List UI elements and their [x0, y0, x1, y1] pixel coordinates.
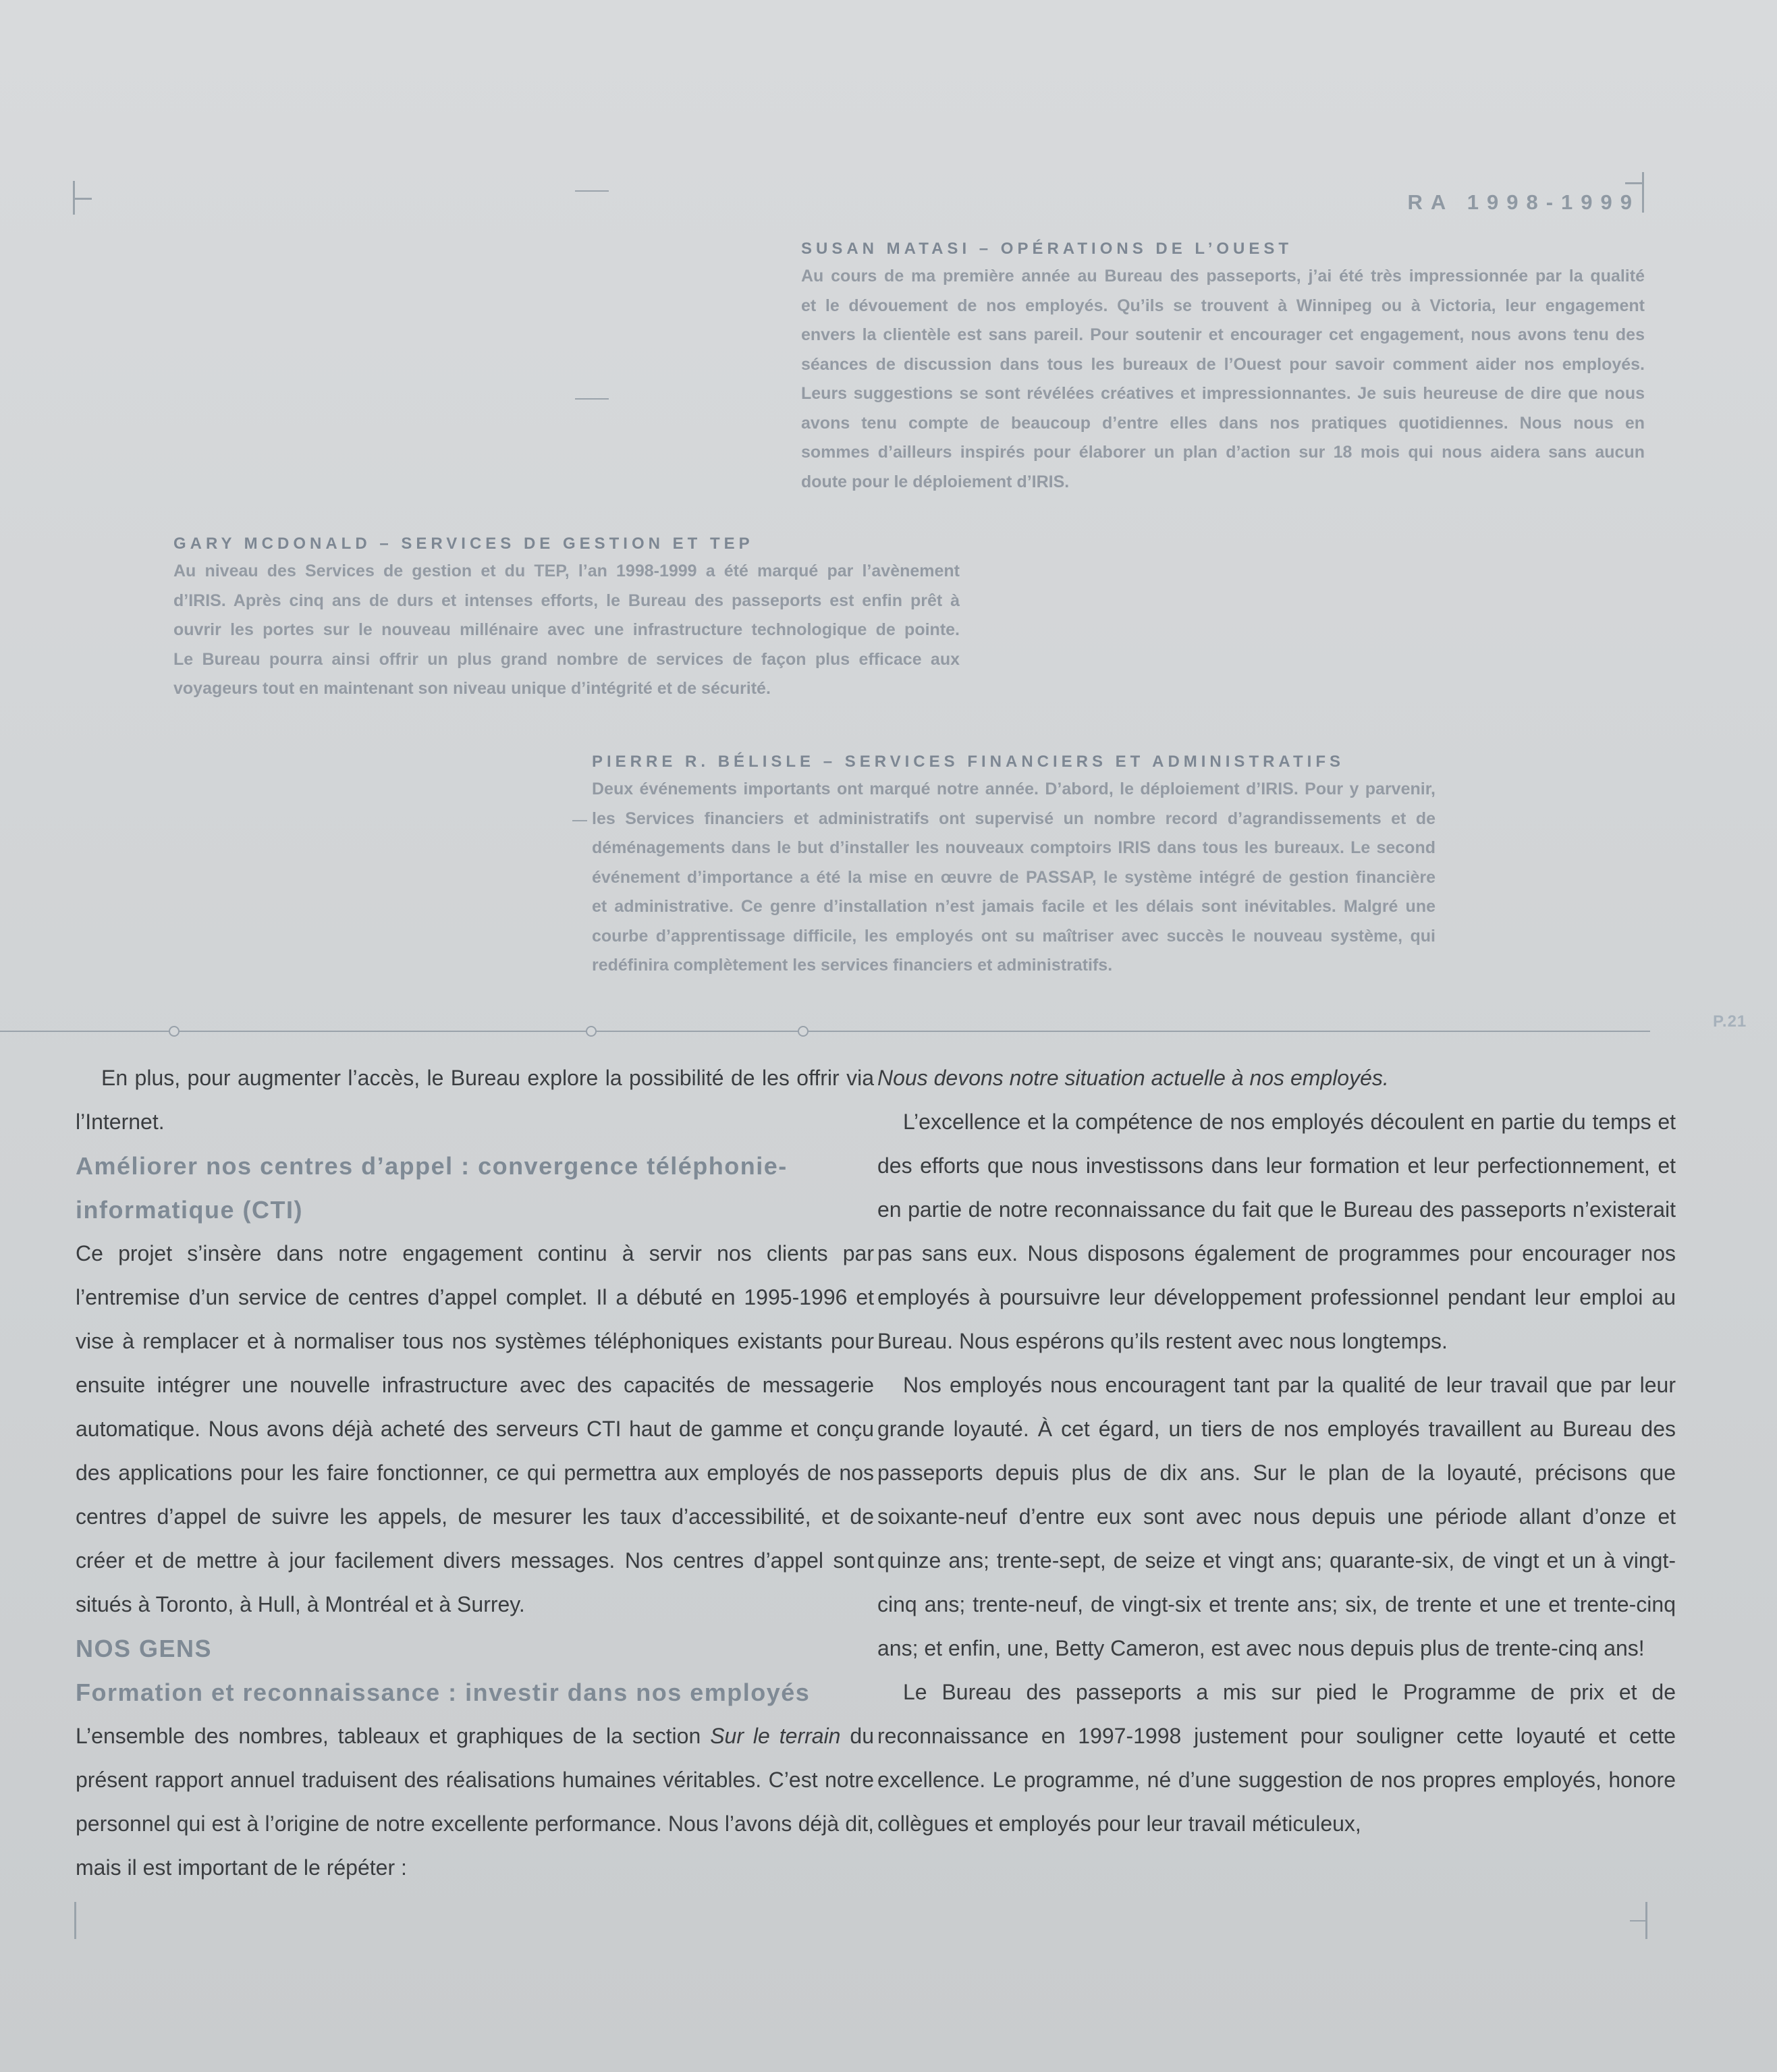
testimonial-line: avons tenu compte de beaucoup d’entre elles dans nos pratiques quotidiennes. Nous nous en	[801, 413, 1645, 433]
testimonial-line: doute pour le déploiement d’IRIS.	[801, 472, 1070, 491]
right-column	[877, 1056, 1676, 1846]
divider-node	[798, 1026, 809, 1037]
testimonial-line: courbe d’apprentissage difficile, les employés ont su maîtriser avec succès le nouveau système, qui	[592, 926, 1436, 946]
testimonial-line: et le dévouement de nos employés. Qu’ils se trouvent à Winnipeg ou à Victoria, leur engagement	[801, 296, 1645, 315]
emphasis-statement: Nous devons notre situation actuelle à nos employés.	[877, 1066, 1389, 1090]
paragraph: L’excellence et la compétence de nos employés découlent en partie du temps et des efforts que nous investissons dans leur formation et leur perfectionnement, et en partie de notre reconnaissance du fait que le Bureau des passeports n’existerait pas sans eux. Nous disposons également de programmes pour encourager nos employés à poursuivre leur développement professionnel pendant leur emploi au Bureau. Nous espérons qu’ils restent avec nous longtemps.	[877, 1110, 1676, 1353]
crop-mark	[73, 198, 92, 200]
testimonial-line: Au niveau des Services de gestion et du TEP, l’an 1998-1999 a été marqué par l’avènement	[173, 562, 960, 580]
testimonial-line: ouvrir les portes sur le nouveau millénaire avec une infrastructure technologique de pointe.	[173, 620, 960, 639]
paragraph-text: du présent rapport annuel traduisent des réalisations humaines véritables. C’est notre personnel qui est à l’origine de notre excellente performance. Nous l’avons déjà dit, mais il est important de le répéter :	[76, 1724, 875, 1880]
testimonial-heading: GARY MCDONALD – SERVICES DE GESTION ET TEP	[173, 535, 754, 553]
left-column	[76, 1056, 874, 1890]
testimonial-line: d’IRIS. Après cinq ans de durs et intenses efforts, le Bureau des passeports est enfin prêt à	[173, 591, 960, 610]
testimonial-line: séances de discussion dans tous les bureaux de l’Ouest pour savoir comment aider nos employés.	[801, 354, 1645, 374]
testimonial-line: événement d’importance a été la mise en œuvre de PASSAP, le système intégré de gestion financière	[592, 867, 1436, 887]
testimonial-heading: PIERRE R. BÉLISLE – SERVICES FINANCIERS ET ADMINISTRATIFS	[592, 753, 1344, 771]
section-heading: Améliorer nos centres d’appel : convergence téléphonie-informatique (CTI)	[76, 1152, 788, 1224]
paragraph	[877, 1056, 1676, 1100]
testimonial-line: Leurs suggestions se sont révélées créatives et impressionnantes. Je suis heureuse de dire que nous	[801, 384, 1645, 403]
paragraph	[76, 1714, 874, 1890]
report-id: RA 1998-1999	[1407, 190, 1640, 214]
testimonial-body	[173, 557, 960, 704]
testimonial-line: redéfinira complètement les services financiers et administratifs.	[592, 956, 1113, 975]
paragraph: Nos employés nous encouragent tant par la qualité de leur travail que par leur grande loyauté. À cet égard, un tiers de nos employés travaillent au Bureau des passeports depuis plus de dix ans. Sur le plan de la loyauté, précisons que soixante-neuf d’entre eux sont avec nous depuis une période allant d’onze et quinze ans; trente-sept, de seize et vingt ans; quarante-six, de vingt et un à vingt-cinq ans; trente-neuf, de vingt-six et trente ans; six, de trente et une et trente-cinq ans; et enfin, une, Betty Cameron, est avec nous depuis plus de trente-cinq ans!	[877, 1373, 1676, 1660]
section-title-reference: Sur le terrain	[710, 1724, 841, 1748]
paragraph: Le Bureau des passeports a mis sur pied le Programme de prix et de reconnaissance en 1997-1998 justement pour souligner cette loyauté et cette excellence. Le programme, né d’une suggestion de nos propres employés, honore collègues et employés pour leur travail méticuleux,	[877, 1680, 1676, 1836]
crop-mark	[74, 1902, 76, 1939]
tick-mark	[575, 190, 609, 192]
tick-mark	[572, 820, 587, 821]
paragraph-text: L’ensemble des nombres, tableaux et graphiques de la section	[76, 1724, 711, 1748]
testimonial-line: déménagements dans le but d’installer les nouveaux comptoirs IRIS dans tous les bureaux. Le second	[592, 838, 1436, 857]
testimonial-body	[592, 775, 1436, 981]
divider-node	[586, 1026, 597, 1037]
tick-mark	[575, 398, 609, 400]
crop-mark	[1642, 172, 1644, 213]
testimonial-line: les Services financiers et administratifs ont supervisé un nombre record d’agrandissements et de	[592, 809, 1436, 828]
testimonial-line: Au cours de ma première année au Bureau des passeports, j’ai été très impressionnée par la qualité	[801, 267, 1645, 285]
crop-mark	[1630, 1920, 1645, 1921]
paragraph: En plus, pour augmenter l’accès, le Bureau explore la possibilité de les offrir via l’Internet.	[76, 1066, 874, 1134]
crop-mark	[1645, 1902, 1647, 1939]
testimonial-line: et administrative. Ce genre d’installation n’est jamais facile et les délais sont inévitables. Malgré une	[592, 897, 1436, 916]
page-number: P.21	[1713, 1012, 1747, 1031]
testimonial-line: Le Bureau pourra ainsi offrir un plus grand nombre de services de façon plus efficace aux	[173, 649, 960, 669]
paragraph: Ce projet s’insère dans notre engagement continu à servir nos clients par l’entremise d’un service de centres d’appel complet. Il a débuté en 1995-1996 et vise à remplacer et à normaliser tous nos systèmes téléphoniques existants pour ensuite intégrer une nouvelle infrastructure avec des capacités de messagerie automatique. Nous avons déjà acheté des serveurs CTI haut de gamme et conçu des applications pour les faire fonctionner, ce qui permettra aux employés de nos centres d’appel de suivre les appels, de mesurer les taux d’accessibilité, et de créer et de mettre à jour facilement divers messages. Nos centres d’appel sont situés à Toronto, à Hull, à Montréal et à Surrey.	[76, 1241, 874, 1616]
testimonial-line: Deux événements importants ont marqué notre année. D’abord, le déploiement d’IRIS. Pour y parvenir,	[592, 780, 1436, 798]
divider-node	[169, 1026, 180, 1037]
section-heading: NOS GENS	[76, 1635, 213, 1662]
testimonial-heading: SUSAN MATASI – OPÉRATIONS DE L’OUEST	[801, 240, 1293, 258]
testimonial-line: envers la clientèle est sans pareil. Pour soutenir et encourager cet engagement, nous avons tenu des	[801, 325, 1645, 344]
crop-mark	[1625, 182, 1642, 184]
testimonial-body	[801, 262, 1645, 497]
section-subheading: Formation et reconnaissance : investir dans nos employés	[76, 1679, 811, 1706]
testimonial-line: sommes d’ailleurs inspirés pour élaborer un plan d’action sur 18 mois qui nous aidera sans aucun	[801, 443, 1645, 462]
section-divider	[0, 1031, 1650, 1032]
testimonial-line: voyageurs tout en maintenant son niveau unique d’intégrité et de sécurité.	[173, 679, 771, 698]
